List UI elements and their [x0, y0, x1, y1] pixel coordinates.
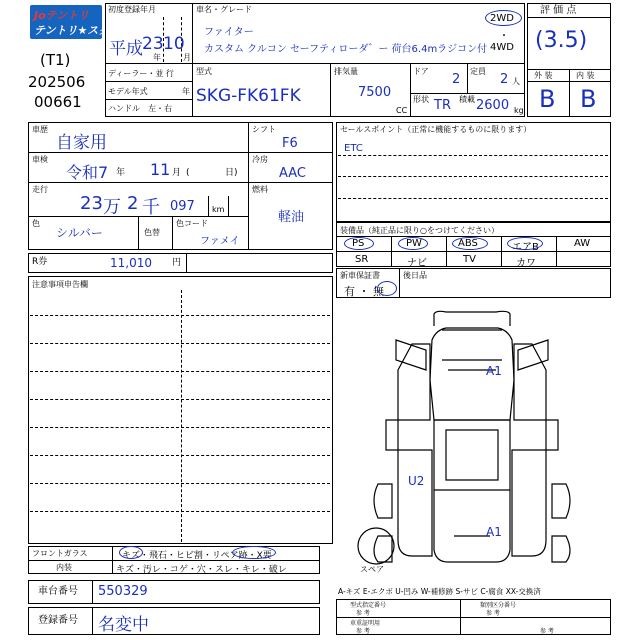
first-reg-month: 10 [163, 34, 185, 54]
displacement-label: 排気量 [334, 67, 358, 76]
color-code-value: ファメイ [200, 236, 240, 247]
footer-cert-label: 車重証明用 [350, 620, 381, 627]
capacity-label: 定員 [470, 67, 486, 76]
back-order-label: 後日品 [403, 271, 427, 280]
mileage-sen-unit: 千 [142, 197, 160, 218]
mileage-rest: 097 [170, 199, 195, 214]
interior-row-value: キズ・汚レ・コゲ・穴・スレ・キレ・破レ [116, 565, 287, 575]
first-reg-label: 初度登録年月 [108, 5, 156, 14]
displacement-value: 7500 [358, 85, 392, 100]
equip-navi: ナビ [407, 258, 427, 269]
equip-pw-circle [398, 237, 428, 250]
inspection-day: ( [186, 168, 190, 178]
equip-airbag-circle [507, 237, 543, 250]
equip-abs-circle [452, 237, 488, 250]
fuel-value: 軽油 [278, 210, 305, 225]
footer-ref-1: 参 考 [356, 610, 370, 617]
load-label: 積載 [459, 95, 475, 104]
shift-value: F6 [282, 136, 298, 151]
first-reg-month-unit: 月 [183, 53, 191, 62]
model-year-label: モデル年式 [108, 87, 148, 96]
shape-label: 形状 [413, 95, 429, 104]
footer-class-label: 類別区分番号 [480, 602, 517, 609]
footer-model-label: 型式指定番号 [350, 602, 387, 609]
model-value: SKG-FK61FK [196, 86, 301, 106]
inspection-era: 令和7 [66, 163, 109, 182]
equip-airbag: エアB [512, 242, 539, 253]
dealer-label: ディーラー・並 行 [108, 69, 174, 78]
damage-mark-side: U2 [408, 474, 425, 488]
warranty-circle [377, 281, 397, 296]
mileage-unit: km [212, 205, 225, 214]
lot-code: (T1) [40, 51, 71, 69]
sales-point-line-1: ETC [344, 143, 363, 154]
logo-text-top: Joテントリ [34, 9, 90, 22]
drive-2wd: 2WD [490, 13, 514, 24]
registration-label: 登録番号 [38, 615, 78, 626]
mileage-man-unit: 万 [103, 197, 121, 218]
glass-label: フロントガラス [32, 549, 88, 558]
interior-label: 内 装 [576, 71, 595, 80]
damage-mark-front: A1 [486, 364, 502, 378]
registration-value: 名変中 [98, 615, 149, 635]
recycle-unit: 円 [172, 258, 182, 268]
logo-text-bottom: テントリ★スター [34, 24, 121, 37]
model-year-unit: 年 [182, 87, 190, 96]
warranty-value: 有 ・ 無 [344, 285, 384, 298]
equip-leather: カワ [516, 258, 536, 269]
lot-number-2: 00661 [34, 93, 82, 111]
first-reg-era: 平成 [109, 39, 143, 59]
capacity-value: 2 [500, 72, 509, 87]
aircon-label: 冷房 [252, 155, 268, 164]
mileage-man: 23 [80, 193, 103, 214]
drive-2wd-circle [485, 10, 522, 26]
vehicle-diagram [336, 300, 611, 572]
doors-value: 2 [452, 72, 461, 87]
interior-row-label: 内装 [56, 563, 72, 572]
inspection-day-unit: 日) [225, 168, 238, 178]
damage-mark-rear: A1 [486, 525, 502, 539]
exterior-value: B [539, 85, 556, 113]
notes-label: 注意事項申告欄 [32, 280, 88, 289]
handle-label: ハンドル 左・右 [108, 104, 172, 113]
exterior-label: 外 装 [534, 71, 553, 80]
doors-label: ドア [413, 67, 429, 76]
lot-number-1: 202506 [28, 73, 86, 91]
equip-sr: SR [355, 254, 369, 265]
evaluation-score: (3.5) [535, 28, 588, 53]
interior-value: B [580, 85, 597, 113]
fuel-label: 燃料 [252, 185, 268, 194]
load-value: 2600 [476, 98, 510, 113]
capacity-unit: 人 [512, 77, 520, 86]
equip-ps-circle [344, 237, 374, 250]
glass-repair-circle [232, 546, 276, 559]
shape-value: TR [434, 98, 451, 113]
sales-point-box [336, 122, 611, 222]
aircon-value: AAC [279, 166, 306, 181]
mileage-label: 走行 [32, 185, 48, 194]
usage-value: 自家用 [56, 133, 107, 153]
inspection-label: 車検 [32, 155, 48, 164]
equip-abs: ABS [458, 238, 478, 249]
chassis-label: 車台番号 [38, 586, 78, 597]
damage-legend: A-キズ E-エクボ U-凹み W-補修跡 S-サビ C-腐食 XX-交換済 [338, 587, 541, 596]
car-name-label: 車名・グレード [196, 5, 252, 14]
recycle-value: 11,010 [110, 256, 152, 270]
color-label: 色 [32, 219, 40, 228]
color-code-label: 色コード [176, 219, 208, 228]
load-unit: kg [514, 106, 524, 115]
color-value: シルバー [56, 226, 103, 240]
equip-aw: AW [574, 238, 591, 249]
usage-label: 車歴 [32, 125, 48, 134]
inspection-month: 11 [150, 160, 171, 179]
car-name-value: ファイター [204, 27, 254, 38]
sales-point-label: セールスポイント（正常に機能するものに限ります） [340, 125, 532, 134]
shift-label: シフト [252, 125, 276, 134]
drive-dot: ・ [499, 31, 509, 42]
glass-value: キズ・飛石・ヒビ割・リペア跡・X要 [122, 551, 272, 561]
spare-label: スペア [360, 565, 384, 574]
equip-pw: PW [406, 238, 422, 249]
mileage-sen: 2 [127, 193, 139, 214]
drive-4wd: 4WD [490, 42, 514, 53]
first-reg-year: 23 [142, 34, 164, 54]
glass-scratch-circle [119, 546, 143, 559]
evaluation-label: 評 価 点 [540, 5, 577, 16]
car-grade-value: カスタム クルコン セーフティローダ゛ー 荷台6.4mラジコン付 [204, 44, 488, 55]
first-reg-year-unit: 年 [153, 53, 161, 62]
inspection-year-unit: 年 [116, 168, 126, 178]
footer-ref-3: 参 考 [356, 628, 370, 635]
inspection-month-unit: 月 [172, 168, 182, 178]
equip-ps: PS [352, 238, 365, 249]
model-label: 型式 [196, 67, 212, 76]
chassis-value: 550329 [98, 584, 148, 599]
logo-block [26, 3, 121, 116]
equipment-label: 装備品（純正品に限り○をつけてください） [340, 226, 499, 235]
displacement-unit: CC [396, 106, 408, 115]
footer-ref-4: 参 考 [540, 628, 554, 635]
equip-tv: TV [463, 254, 476, 265]
warranty-label: 新車保証書 [340, 271, 380, 280]
footer-ref-2: 参 考 [486, 610, 500, 617]
recycle-label: R券 [32, 257, 48, 267]
repaint-label: 色替 [144, 228, 160, 237]
